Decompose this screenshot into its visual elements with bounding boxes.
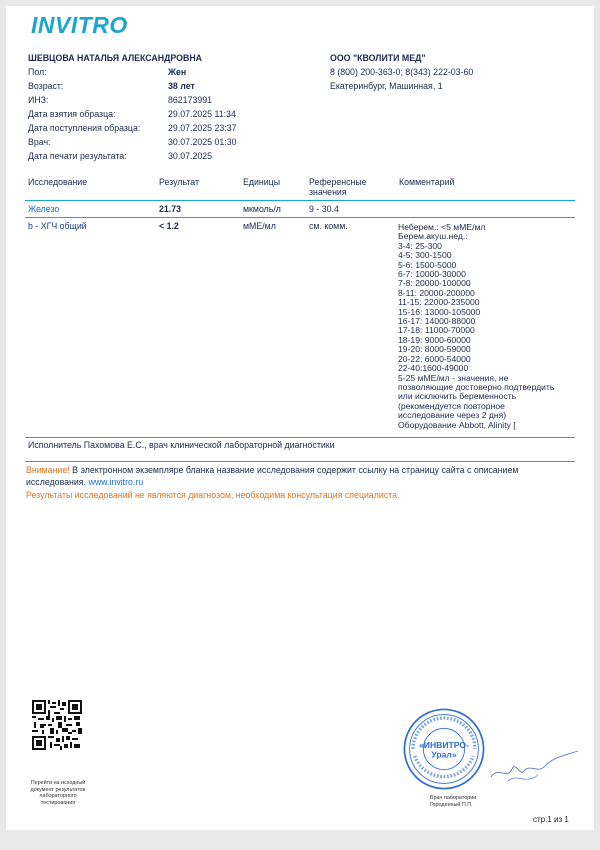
lab-stamp xyxy=(401,706,487,792)
field-value-print-date: 30.07.2025 xyxy=(168,151,213,161)
row-iron-test-link[interactable]: Железо xyxy=(28,204,60,214)
invitro-logo: INVITRO xyxy=(31,12,128,38)
disclaimer-text: Результаты исследований не являются диагнозом, необходима консультация специалиста. xyxy=(26,490,400,500)
warning-label: Внимание! xyxy=(26,465,70,475)
row-iron-result: 21.73 xyxy=(159,204,182,214)
field-label-sample-received: Дата поступления образца: xyxy=(28,123,141,133)
row-hcg-units: мМЕ/мл xyxy=(243,221,276,231)
field-value-sample-taken: 29.07.2025 11:34 xyxy=(168,109,236,119)
qr-caption: Перейти на исходный документ результатов лабораторного тестирования xyxy=(30,780,86,806)
field-label-sample-taken: Дата взятия образца: xyxy=(28,109,116,119)
row-hcg-comment: Неберем.: <5 мМЕ/мл Берем.акуш.нед.: 3-4: 25-300 4-5: 300-1500 5-6: 1500-5000 6-7: 10000-30000 7-8: 20000-100000 8-11: 20000-200000 11-15: 22000-235000 15-16: 13000-105000 16-17: 14000-88000 17-18: 11000-70000 18-19: 9000-60000 19-20: 8000-59000 20-22: 6000-54000 22-40:1600-49000 5-25 мМЕ/мл - значения, не позволяющие достоверно подтвердить или исключить беременность (рекомендуется повторное исследование через 2 дня) Оборудование Abbott, Alinity [ xyxy=(398,222,555,430)
stamp-text-line1: «ИНВИТРО- xyxy=(419,740,469,751)
col-header-units: Единицы xyxy=(243,177,281,187)
field-value-sex: Жен xyxy=(168,67,187,77)
field-value-inz: 862173991 xyxy=(168,95,213,105)
col-header-comment: Комментарий xyxy=(399,177,455,187)
signer-name: Городенный П.П. xyxy=(430,801,473,808)
invitro-site-link[interactable]: www.invitro.ru xyxy=(88,477,144,487)
col-header-result: Результат xyxy=(159,177,200,187)
page-number: стр.1 из 1 xyxy=(533,815,569,824)
row-iron-ref: 9 - 30.4 xyxy=(309,204,339,214)
lab-address: Екатеринбург, Машинная, 1 xyxy=(330,81,443,91)
col-header-ref-line2: значения xyxy=(309,187,347,197)
row-hcg-test-link[interactable]: b - ХГЧ общий xyxy=(28,221,87,231)
performer-line: Исполнитель Пахомова Е.С., врач клинической лабораторной диагностики xyxy=(28,440,335,450)
field-label-print-date: Дата печати результата: xyxy=(28,151,127,161)
field-label-sex: Пол: xyxy=(28,67,47,77)
warning-text: В электронном экземпляре бланка название исследования содержит ссылку на страницу сайта с описанием xyxy=(69,465,519,475)
field-value-doctor: 30.07.2025 01:30 xyxy=(168,137,237,147)
lab-phones: 8 (800) 200-363-0; 8(343) 222-03-60 xyxy=(330,67,474,77)
col-header-test: Исследование xyxy=(28,177,88,187)
table-header-rule xyxy=(25,200,575,201)
field-label-doctor: Врач: xyxy=(28,137,51,147)
notice-rule xyxy=(25,461,575,462)
lab-name: ООО "КВОЛИТИ МЕД" xyxy=(330,53,426,63)
row-hcg-result: < 1.2 xyxy=(159,221,179,231)
warning-line-2 xyxy=(26,477,143,488)
qr-code[interactable] xyxy=(32,700,82,750)
row-divider xyxy=(25,217,575,218)
patient-name: ШЕВЦОВА НАТАЛЬЯ АЛЕКСАНДРОВНА xyxy=(28,53,203,63)
warning-text-2: исследования. xyxy=(26,477,89,487)
signer-caption xyxy=(430,795,476,808)
field-label-age: Возраст: xyxy=(28,81,64,91)
signer-role: Врач лаборатории xyxy=(430,795,477,801)
row-iron-units: мкмоль/л xyxy=(243,204,281,214)
doctor-signature xyxy=(486,741,581,791)
field-label-inz: ИНЗ: xyxy=(28,95,49,105)
stamp-text-line2: Урал» xyxy=(431,749,457,760)
row-hcg-ref: см. комм. xyxy=(309,221,348,231)
table-bottom-rule xyxy=(25,437,575,438)
field-value-age: 38 лет xyxy=(168,81,195,91)
field-value-sample-received: 29.07.2025 23:37 xyxy=(168,123,237,133)
col-header-ref-line1: Референсные xyxy=(309,177,367,187)
result-page xyxy=(6,6,594,830)
warning-line xyxy=(26,465,518,476)
